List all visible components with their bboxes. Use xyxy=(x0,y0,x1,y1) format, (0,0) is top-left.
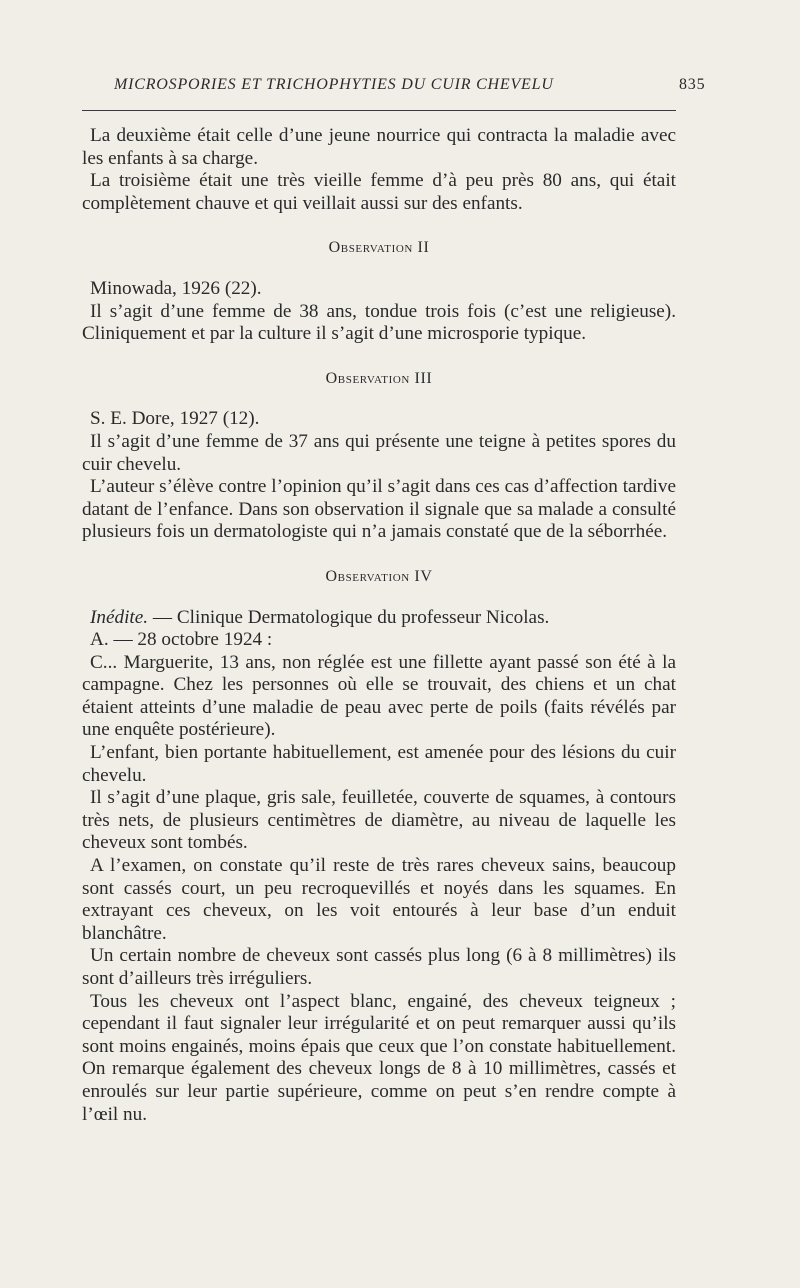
source-label: Inédite. xyxy=(90,606,149,628)
observation-reference: Minowada, 1926 (22). xyxy=(90,277,262,299)
observation-source xyxy=(82,607,676,630)
paragraph: Un certain nombre de cheveux sont cassés plus long (6 à 8 millimètres) ils sont d’ailleurs très irréguliers. xyxy=(82,945,676,989)
paragraph: C... Marguerite, 13 ans, non réglée est une fillette ayant passé son été à la campagne. Chez les personnes où elle se trouvait, des chiens et un chat étaient atteints d’une maladie de peau avec perte de poils (faits révélés par une enquête postérieure). xyxy=(82,651,676,741)
paragraph: A l’examen, on constate qu’il reste de très rares cheveux sains, beaucoup sont cassés court, un peu recroquevillés et noyés dans les squames. En extrayant ces cheveux, on les voit entourés à leur base d’un enduit blanchâtre. xyxy=(82,855,676,944)
source-rest: — Clinique Dermatologique du professeur Nicolas. xyxy=(148,606,550,628)
header-rule xyxy=(82,110,676,111)
running-head xyxy=(114,76,714,94)
observation-date: A. — 28 octobre 1924 : xyxy=(90,629,273,651)
paragraph: L’enfant, bien portante habituellement, est amenée pour des lésions du cuir chevelu. xyxy=(82,742,676,786)
observation-heading-3: Observation III xyxy=(325,369,433,387)
paragraph: Tous les cheveux ont l’aspect blanc, engainé, des cheveux teigneux ; cependant il faut signaler leur irrégularité et on peut remarquer aussi qu’ils sont moins engainés, moins épais que ceux que l’on constate habituellement. On remarque également des cheveux longs de 8 à 10 millimètres, cassés et enroulés sur leur partie supérieure, comme on peut s’en rendre compte à l’œil nu. xyxy=(82,990,676,1125)
paragraph: Il s’agit d’une plaque, gris sale, feuilletée, couverte de squames, à contours très nets, de plusieurs centimètres de diamètre, au niveau de laquelle les cheveux sont tombés. xyxy=(82,787,676,854)
paragraph: La deuxième était celle d’une jeune nourrice qui contracta la maladie avec les enfants à sa charge. xyxy=(82,125,676,169)
running-title: MICROSPORIES ET TRICHOPHYTIES DU CUIR CHEVELU xyxy=(114,76,554,93)
observation-heading-2: Observation II xyxy=(328,239,430,257)
paragraph: L’auteur s’élève contre l’opinion qu’il s’agit dans ces cas d’affection tardive datant de l’enfance. Dans son observation il signale que sa malade a consulté plusieurs fois un dermatologiste qui n’a jamais constaté que de la séborrhée. xyxy=(82,476,676,543)
paragraph: Il s’agit d’une femme de 37 ans qui présente une teigne à petites spores du cuir chevelu. xyxy=(82,430,676,475)
body-text xyxy=(82,125,676,1126)
observation-reference: S. E. Dore, 1927 (12). xyxy=(90,408,260,430)
observation-heading-4: Observation IV xyxy=(325,567,433,585)
paragraph: La troisième était une très vieille femme d’à peu près 80 ans, qui était complètement chauve et qui veillait aussi sur des enfants. xyxy=(82,170,676,214)
page-number: 835 xyxy=(679,76,706,93)
paragraph: Il s’agit d’une femme de 38 ans, tondue trois fois (c’est une religieuse). Cliniquement et par la culture il s’agit d’une microsporie typique. xyxy=(82,300,676,345)
